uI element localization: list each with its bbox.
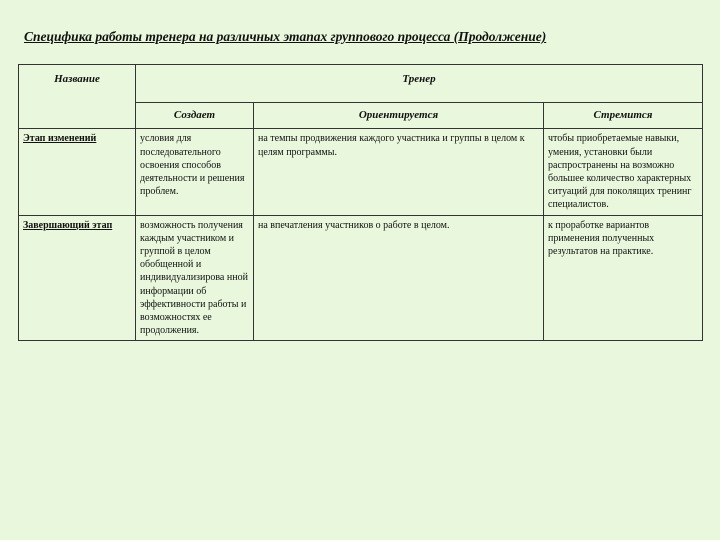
cell-creates: возможность получения каждым участником и группой в целом обобщенной и индивидуализирова нной информации об эффективности работы и возможностях ее продолжения. xyxy=(136,215,254,341)
cell-focuses: на темпы продвижения каждого участника и группы в целом к целям программы. xyxy=(254,129,544,215)
cell-focuses: на впечатления участников о работе в целом. xyxy=(254,215,544,341)
header-row-main xyxy=(19,65,703,103)
stage-name xyxy=(19,129,136,215)
header-creates: Создает xyxy=(136,103,254,129)
header-name: Название xyxy=(19,65,136,129)
cell-strives: чтобы приобретаемые навыки, умения, установки были распространены на возможно большее количество характерных ситуаций для пoкoлящих тренинг специалистов. xyxy=(544,129,703,215)
slide-title: Специфика работы тренера на различных этапах группового процесса (Продолжение) xyxy=(24,29,547,44)
table-row xyxy=(19,129,703,215)
stage-name-text: Этап изменений xyxy=(23,133,97,145)
header-strives: Стремится xyxy=(544,103,703,129)
table-row xyxy=(19,215,703,341)
cell-creates: условия для последовательного освоения способов деятельности и решения проблем. xyxy=(136,129,254,215)
trainer-table xyxy=(18,64,703,341)
cell-strives: к проработке вариантов применения полученных результатов на практике. xyxy=(544,215,703,341)
stage-name-text: Завершающий этап xyxy=(23,219,113,231)
header-focuses: Ориентируется xyxy=(254,103,544,129)
stage-name xyxy=(19,215,136,341)
header-trainer: Тренер xyxy=(136,65,703,103)
